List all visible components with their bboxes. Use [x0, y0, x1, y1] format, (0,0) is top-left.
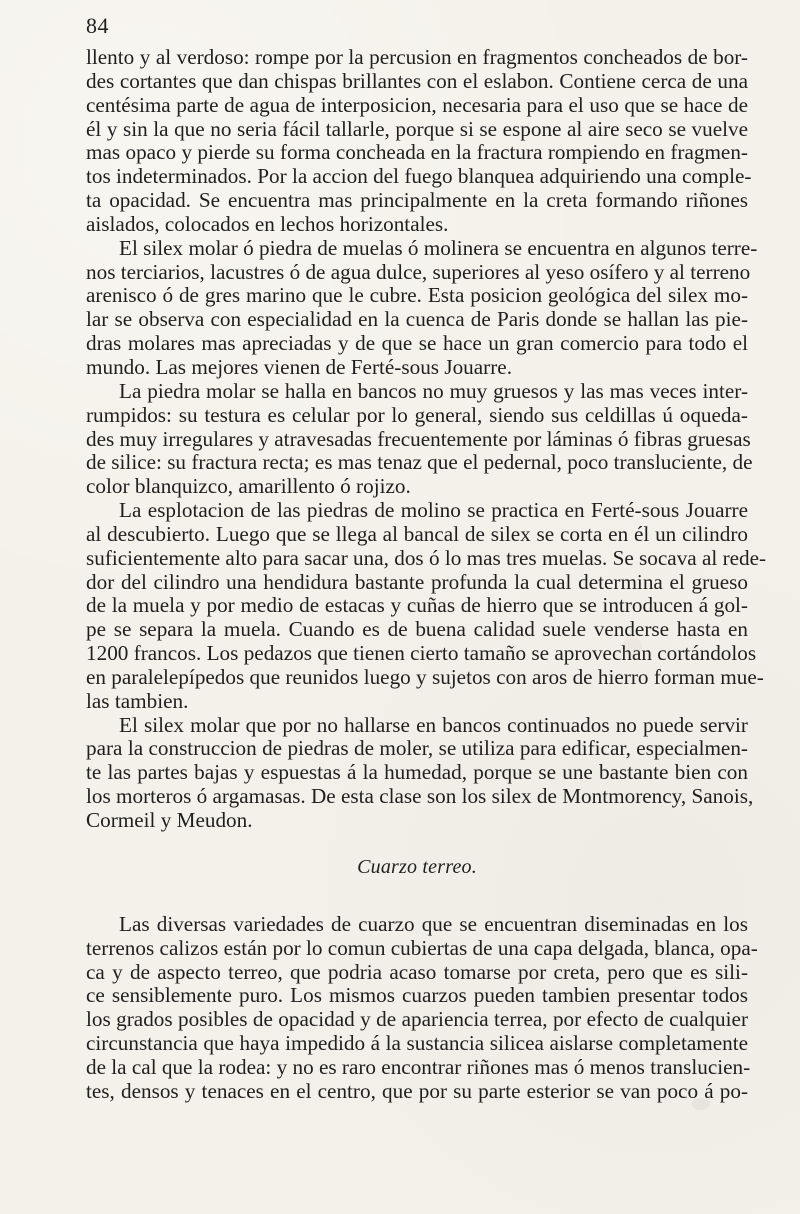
text-line: mundo. Las mejores vienen de Ferté-sous Jouarre.: [86, 354, 512, 379]
section-title-block: [86, 833, 748, 879]
text-line: Cormeil y Meudon.: [86, 808, 253, 832]
paragraph: [86, 235, 758, 380]
text-line: ta opacidad. Se encuentra mas principalmente en la creta formando riñones: [86, 188, 748, 213]
text-line: dras molares mas apreciadas y de que se hace un gran comercio para todo el: [86, 331, 748, 356]
text-line: de la cal que la rodea: y no es raro encontrar riñones mas ó menos translucien-: [86, 1054, 751, 1079]
text-line: Las diversas variedades de cuarzo que se encuentran diseminadas en los: [119, 911, 748, 936]
text-line: mas opaco y pierde su forma concheada en la fractura rompiendo en fragmen-: [86, 140, 748, 165]
paragraph: [86, 45, 752, 237]
text-line: rumpidos: su testura es celular por lo general, siendo sus celdillas ú oqueda-: [86, 402, 748, 427]
text-line: aislados, colocados en lechos horizontales.: [86, 211, 449, 236]
text-line: te las partes bajas y espuestas á la humedad, porque se une bastante bien con: [86, 760, 748, 785]
text-line: los morteros ó argamasas. De esta clase son los silex de Montmorency, Sanois,: [86, 784, 754, 809]
text-line: pe se separa la muela. Cuando es de buena calidad suele venderse hasta en: [86, 617, 748, 642]
paragraph: [86, 378, 753, 499]
text-line: llento y al verdoso: rompe por la percusion en fragmentos concheados de bor-: [86, 45, 748, 69]
paragraph: [86, 911, 758, 1104]
text-line: ca y de aspecto terreo, que podria acaso tomarse por creta, pero que es sili-: [86, 959, 748, 984]
text-line: terrenos calizos están por lo comun cubiertas de una capa delgada, blanca, opa-: [86, 935, 758, 960]
text-line: centésima parte de agua de interposicion, necesaria para el uso que se hace de: [86, 92, 748, 117]
page-content: [86, 45, 767, 1104]
page-number: 84: [86, 13, 109, 38]
text-line: él y sin la que no seria fácil tallarle, porque si se espone al aire seco se vuelve: [86, 116, 748, 141]
text-line: des muy irregulares y atravesadas frecuentemente por láminas ó fibras gruesas: [86, 426, 751, 451]
text-line: La esplotacion de las piedras de molino se practica en Ferté-sous Jouarre: [119, 498, 748, 523]
text-line: color blanquizco, amarillento ó rojizo.: [86, 474, 411, 499]
text-line: dor del cilindro una hendidura bastante profunda la cual determina el grueso: [86, 569, 748, 594]
text-line: des cortantes que dan chispas brillantes con el eslabon. Contiene cerca de una: [86, 68, 748, 93]
text-line: al descubierto. Luego que se llega al bancal de silex se corta en él un cilindro: [86, 521, 748, 546]
text-line: El silex molar que por no hallarse en bancos continuados no puede servir: [119, 712, 748, 737]
text-line: de silice: su fractura recta; es mas tenaz que el pedernal, poco transluciente, de: [86, 450, 753, 475]
text-line: tes, densos y tenaces en el centro, que por su parte esterior se van poco á po-: [86, 1078, 748, 1103]
text-line: las tambien.: [86, 688, 189, 713]
text-line: ce sensiblemente puro. Los mismos cuarzos pueden tambien presentar todos: [86, 983, 748, 1008]
text-line: 1200 francos. Los pedazos que tienen cierto tamaño se aprovechan cortándolos: [86, 641, 757, 666]
text-line: circunstancia que haya impedido á la sustancia silicea aislarse completamente: [86, 1031, 748, 1056]
paragraph: [86, 712, 754, 833]
text-line: en paralelepípedos que reunidos luego y sujetos con aros de hierro forman mue-: [86, 664, 764, 689]
text-line: nos terciarios, lacustres ó de agua dulce, superiores al yeso osífero y al terreno: [86, 259, 751, 284]
section-title: Cuarzo terreo.: [357, 855, 477, 878]
text-line: lar se observa con especialidad en la cuenca de Paris donde se hallan las pie-: [86, 307, 748, 332]
paragraph: [86, 498, 767, 714]
text-line: suficientemente alto para sacar una, dos ó lo mas tres muelas. Se socava al rede-: [86, 545, 767, 570]
text-line: El silex molar ó piedra de muelas ó molinera se encuentra en algunos terre-: [119, 235, 758, 260]
text-line: arenisco ó de gres marino que le cubre. Esta posicion geológica del silex mo-: [86, 283, 748, 308]
text-line: los grados posibles de opacidad y de apariencia terrea, por efecto de cualquier: [86, 1007, 748, 1032]
text-line: para la construccion de piedras de moler, se utiliza para edificar, especialmen-: [86, 736, 748, 761]
text-line: de la muela y por medio de estacas y cuñas de hierro que se introducen á gol-: [86, 593, 748, 618]
text-line: tos indeterminados. Por la accion del fuego blanquea adquiriendo una comple-: [86, 164, 752, 189]
text-line: La piedra molar se halla en bancos no muy gruesos y las mas veces inter-: [119, 378, 748, 403]
